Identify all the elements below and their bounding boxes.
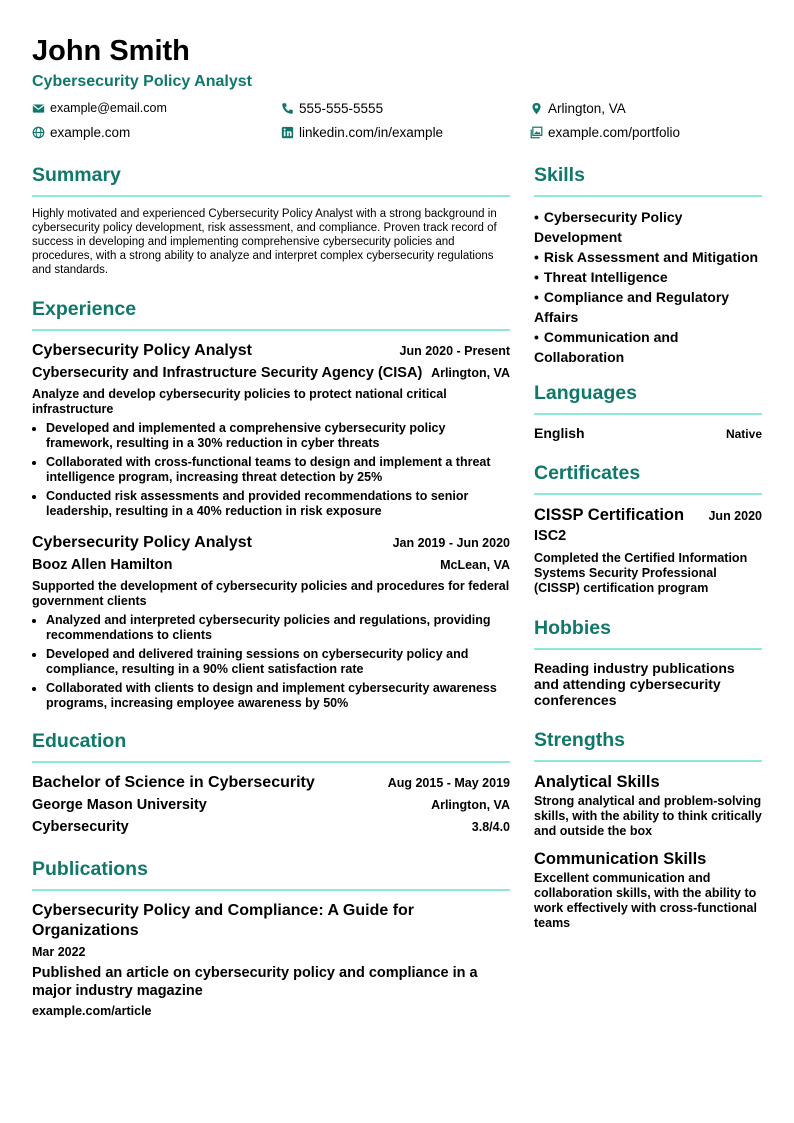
languages-section [534, 381, 762, 441]
contact-linkedin[interactable] [281, 123, 530, 141]
skills-list [534, 207, 762, 367]
job-bullets [32, 613, 510, 711]
job-description: Analyze and develop cybersecurity policies to protect national critical infrastructure [32, 387, 447, 416]
experience-section [32, 297, 510, 711]
job-dates: Jun 2020 - Present [399, 344, 510, 358]
education-section [32, 729, 510, 837]
publications-section [32, 857, 510, 1019]
candidate-title: Cybersecurity Policy Analyst [32, 73, 252, 90]
summary-text: Highly motivated and experienced Cybersecurity Policy Analyst with a strong background in cybersecurity policy development, risk assessment, and compliance. Proven track record of success in developing and implementing comprehensive cybersecurity policies and procedures, with a strong ability to analyze and interpret complex cybersecurity regulations and standards. [32, 208, 497, 276]
list-item: • Collaborated with cross-functional teams to design and implement a threat intelligence program, increasing threat detection by 25% [46, 455, 510, 485]
phone-text: 555-555-5555 [299, 100, 384, 116]
contact-phone[interactable] [281, 99, 530, 117]
hobbies-section [534, 616, 762, 708]
section-divider [534, 195, 762, 197]
list-item: • Threat Intelligence [534, 267, 762, 287]
location-text: Arlington, VA [548, 100, 626, 116]
portfolio-image-icon [530, 126, 543, 139]
right-column [534, 163, 762, 1019]
section-divider [534, 648, 762, 650]
portfolio-text: example.com/portfolio [548, 124, 681, 140]
candidate-name: John Smith [32, 35, 190, 67]
section-heading: Languages [534, 382, 637, 404]
linkedin-text: linkedin.com/in/example [299, 124, 444, 140]
section-heading: Education [32, 730, 127, 752]
phone-icon [281, 102, 294, 115]
degree: Bachelor of Science in Cybersecurity [32, 774, 315, 791]
section-heading: Certificates [534, 462, 641, 484]
location-pin-icon [530, 102, 543, 115]
section-divider [32, 889, 510, 891]
list-item: • Compliance and Regulatory Affairs [534, 287, 762, 327]
contact-email[interactable] [32, 99, 281, 117]
list-item: • Risk Assessment and Mitigation [534, 247, 762, 267]
list-item: • Cybersecurity Policy Development [534, 207, 762, 247]
section-heading: Hobbies [534, 617, 611, 639]
list-item: • Analyzed and interpreted cybersecurity policies and regulations, providing recommendations to clients [46, 613, 510, 643]
job-location: McLean, VA [440, 558, 510, 572]
publication-title: Cybersecurity Policy and Compliance: A Guide for Organizations [32, 902, 415, 939]
section-divider [32, 195, 510, 197]
field-of-study: Cybersecurity [32, 819, 129, 835]
section-heading: Strengths [534, 729, 626, 751]
section-divider [534, 493, 762, 495]
summary-section [32, 163, 510, 277]
job-title: Cybersecurity Policy Analyst [32, 534, 252, 551]
publication-link[interactable]: example.com/article [32, 1004, 152, 1018]
section-heading: Summary [32, 164, 121, 186]
gpa: 3.8/4.0 [471, 820, 510, 834]
publication-date: Mar 2022 [32, 945, 86, 959]
globe-icon [32, 126, 45, 139]
contact-portfolio[interactable] [530, 123, 762, 141]
list-item: • Developed and delivered training sessions on cybersecurity policy and compliance, resulting in a 90% client satisfaction rate [46, 647, 510, 677]
school: George Mason University [32, 797, 207, 813]
section-divider [32, 761, 510, 763]
strength-description: Excellent communication and collaboration skills, with the ability to work effectively with cross-functional teams [534, 871, 757, 930]
strength-description: Strong analytical and problem-solving skills, with the ability to think critically and outside the box [534, 794, 762, 838]
contact-website[interactable] [32, 123, 281, 141]
job-description: Supported the development of cybersecurity policies and procedures for federal government clients [32, 579, 510, 608]
school-location: Arlington, VA [431, 798, 510, 812]
section-heading: Publications [32, 858, 148, 880]
section-divider [534, 760, 762, 762]
certificates-section [534, 461, 762, 596]
email-icon [32, 102, 45, 115]
strength-name: Analytical Skills [534, 773, 660, 791]
list-item: • Communication and Collaboration [534, 327, 762, 367]
section-heading: Skills [534, 164, 585, 186]
left-column [32, 163, 510, 1019]
education-dates: Aug 2015 - May 2019 [387, 776, 510, 790]
contact-info [32, 99, 762, 141]
job-dates: Jan 2019 - Jun 2020 [392, 536, 510, 550]
certificate-description: Completed the Certified Information Systems Security Professional (CISSP) certification program [534, 551, 748, 595]
section-heading: Experience [32, 298, 137, 320]
certificate-name: CISSP Certification [534, 506, 685, 524]
list-item: • Conducted risk assessments and provided recommendations to senior leadership, resulting in a 40% reduction in risk exposure [46, 489, 510, 519]
list-item: • Collaborated with clients to design and implement cybersecurity awareness programs, increasing employee awareness by 50% [46, 681, 510, 711]
language-level: Native [725, 427, 762, 441]
publication-description: Published an article on cybersecurity policy and compliance in a major industry magazine [32, 965, 478, 999]
job-bullets [32, 421, 510, 519]
certificate-date: Jun 2020 [708, 509, 762, 523]
content-columns [32, 163, 762, 1019]
contact-location [530, 99, 762, 117]
email-text: example@email.com [50, 101, 167, 115]
skills-section [534, 163, 762, 367]
job-location: Arlington, VA [431, 366, 510, 380]
job-title: Cybersecurity Policy Analyst [32, 342, 252, 359]
linkedin-icon [281, 126, 294, 139]
job-company: Cybersecurity and Infrastructure Security Agency (CISA) [32, 365, 423, 381]
job-entry [32, 341, 510, 519]
section-divider [32, 329, 510, 331]
website-text: example.com [50, 124, 131, 140]
list-item: • Developed and implemented a comprehensive cybersecurity policy framework, resulting in a 30% reduction in cyber threats [46, 421, 510, 451]
language-name: English [534, 425, 585, 441]
hobby-text: Reading industry publications and attending cybersecurity conferences [534, 660, 735, 708]
strength-name: Communication Skills [534, 850, 707, 868]
job-entry [32, 533, 510, 711]
section-divider [534, 413, 762, 415]
strengths-section [534, 728, 762, 931]
certificate-issuer: ISC2 [534, 528, 567, 544]
job-company: Booz Allen Hamilton [32, 557, 173, 573]
